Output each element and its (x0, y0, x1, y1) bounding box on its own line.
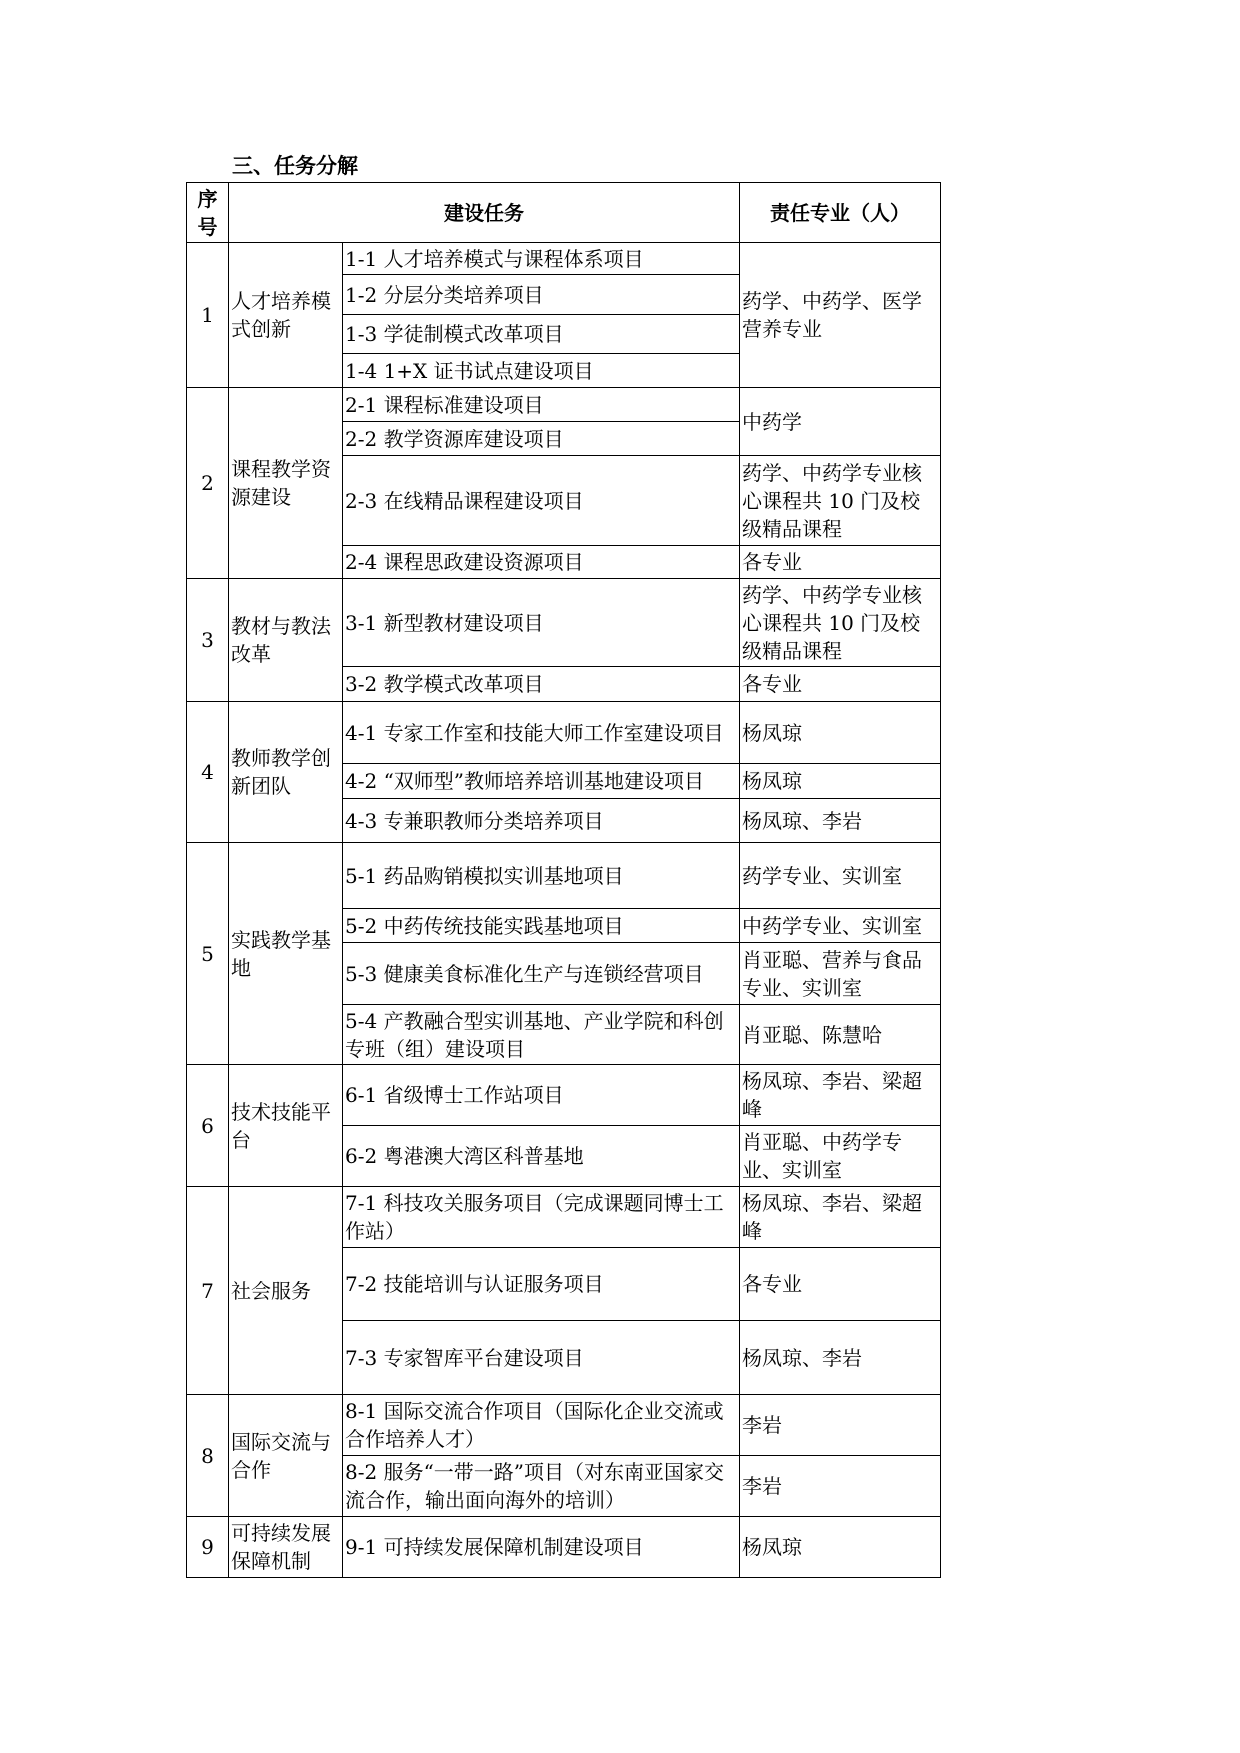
seq-cell: 1 (187, 243, 229, 388)
seq-cell: 7 (187, 1187, 229, 1395)
task-cell: 9-1 可持续发展保障机制建设项目 (343, 1517, 740, 1578)
category-cell: 国际交流与合作 (229, 1395, 343, 1517)
responsible-cell: 药学、中药学、医学营养专业 (740, 243, 941, 388)
table-header-row (187, 183, 941, 243)
task-cell: 1-3 学徒制模式改革项目 (343, 315, 740, 354)
category-cell: 可持续发展保障机制 (229, 1517, 343, 1578)
task-cell: 2-1 课程标准建设项目 (343, 388, 740, 422)
responsible-cell: 杨凤琼、李岩 (740, 799, 941, 843)
category-cell: 技术技能平台 (229, 1065, 343, 1187)
responsible-cell: 中药学 (740, 388, 941, 456)
table-row (187, 702, 941, 764)
task-cell: 1-4 1+X 证书试点建设项目 (343, 354, 740, 388)
responsible-cell: 李岩 (740, 1395, 941, 1456)
task-cell: 7-2 技能培训与认证服务项目 (343, 1248, 740, 1321)
responsible-cell: 李岩 (740, 1456, 941, 1517)
task-cell: 7-3 专家智库平台建设项目 (343, 1321, 740, 1395)
responsible-cell: 各专业 (740, 1248, 941, 1321)
seq-cell: 2 (187, 388, 229, 579)
task-cell: 2-4 课程思政建设资源项目 (343, 546, 740, 579)
seq-cell: 5 (187, 843, 229, 1065)
task-cell: 2-3 在线精品课程建设项目 (343, 456, 740, 546)
category-cell: 教师教学创新团队 (229, 702, 343, 843)
responsible-cell: 中药学专业、实训室 (740, 909, 941, 943)
header-responsible: 责任专业（人） (740, 183, 941, 243)
table-row (187, 1065, 941, 1126)
task-cell: 5-3 健康美食标准化生产与连锁经营项目 (343, 943, 740, 1005)
responsible-cell: 杨凤琼、李岩、梁超峰 (740, 1187, 941, 1248)
task-cell: 6-2 粤港澳大湾区科普基地 (343, 1126, 740, 1187)
responsible-cell: 杨凤琼 (740, 764, 941, 799)
responsible-cell: 杨凤琼、李岩、梁超峰 (740, 1065, 941, 1126)
seq-cell: 8 (187, 1395, 229, 1517)
category-cell: 实践教学基地 (229, 843, 343, 1065)
task-cell: 4-2 “双师型”教师培养培训基地建设项目 (343, 764, 740, 799)
table-row (187, 1517, 941, 1578)
responsible-cell: 药学、中药学专业核心课程共 10 门及校级精品课程 (740, 579, 941, 667)
responsible-cell: 药学、中药学专业核心课程共 10 门及校级精品课程 (740, 456, 941, 546)
responsible-cell: 肖亚聪、营养与食品专业、实训室 (740, 943, 941, 1005)
table-row (187, 1187, 941, 1248)
category-cell: 课程教学资源建设 (229, 388, 343, 579)
task-cell: 8-1 国际交流合作项目（国际化企业交流或合作培养人才） (343, 1395, 740, 1456)
category-cell: 教材与教法改革 (229, 579, 343, 702)
table-row (187, 388, 941, 422)
section-heading: 三、任务分解 (232, 154, 358, 178)
header-seq: 序号 (187, 183, 229, 243)
task-cell: 6-1 省级博士工作站项目 (343, 1065, 740, 1126)
task-breakdown-table (186, 182, 941, 1578)
task-cell: 8-2 服务“一带一路”项目（对东南亚国家交流合作，输出面向海外的培训） (343, 1456, 740, 1517)
task-cell: 3-2 教学模式改革项目 (343, 667, 740, 702)
responsible-cell: 肖亚聪、陈慧哈 (740, 1005, 941, 1065)
task-cell: 4-3 专兼职教师分类培养项目 (343, 799, 740, 843)
task-cell: 1-2 分层分类培养项目 (343, 275, 740, 315)
task-cell: 5-1 药品购销模拟实训基地项目 (343, 843, 740, 909)
responsible-cell: 杨凤琼 (740, 1517, 941, 1578)
responsible-cell: 各专业 (740, 546, 941, 579)
responsible-cell: 杨凤琼、李岩 (740, 1321, 941, 1395)
table-row (187, 243, 941, 275)
task-cell: 3-1 新型教材建设项目 (343, 579, 740, 667)
task-cell: 5-2 中药传统技能实践基地项目 (343, 909, 740, 943)
responsible-cell: 药学专业、实训室 (740, 843, 941, 909)
table-row (187, 1395, 941, 1456)
responsible-cell: 杨凤琼 (740, 702, 941, 764)
category-cell: 人才培养模式创新 (229, 243, 343, 388)
seq-cell: 6 (187, 1065, 229, 1187)
table-row (187, 843, 941, 909)
header-task: 建设任务 (229, 183, 740, 243)
task-cell: 1-1 人才培养模式与课程体系项目 (343, 243, 740, 275)
seq-cell: 3 (187, 579, 229, 702)
seq-cell: 4 (187, 702, 229, 843)
task-cell: 7-1 科技攻关服务项目（完成课题同博士工作站） (343, 1187, 740, 1248)
seq-cell: 9 (187, 1517, 229, 1578)
responsible-cell: 各专业 (740, 667, 941, 702)
task-cell: 2-2 教学资源库建设项目 (343, 422, 740, 456)
task-cell: 4-1 专家工作室和技能大师工作室建设项目 (343, 702, 740, 764)
responsible-cell: 肖亚聪、中药学专业、实训室 (740, 1126, 941, 1187)
table-row (187, 579, 941, 667)
task-cell: 5-4 产教融合型实训基地、产业学院和科创专班（组）建设项目 (343, 1005, 740, 1065)
category-cell: 社会服务 (229, 1187, 343, 1395)
